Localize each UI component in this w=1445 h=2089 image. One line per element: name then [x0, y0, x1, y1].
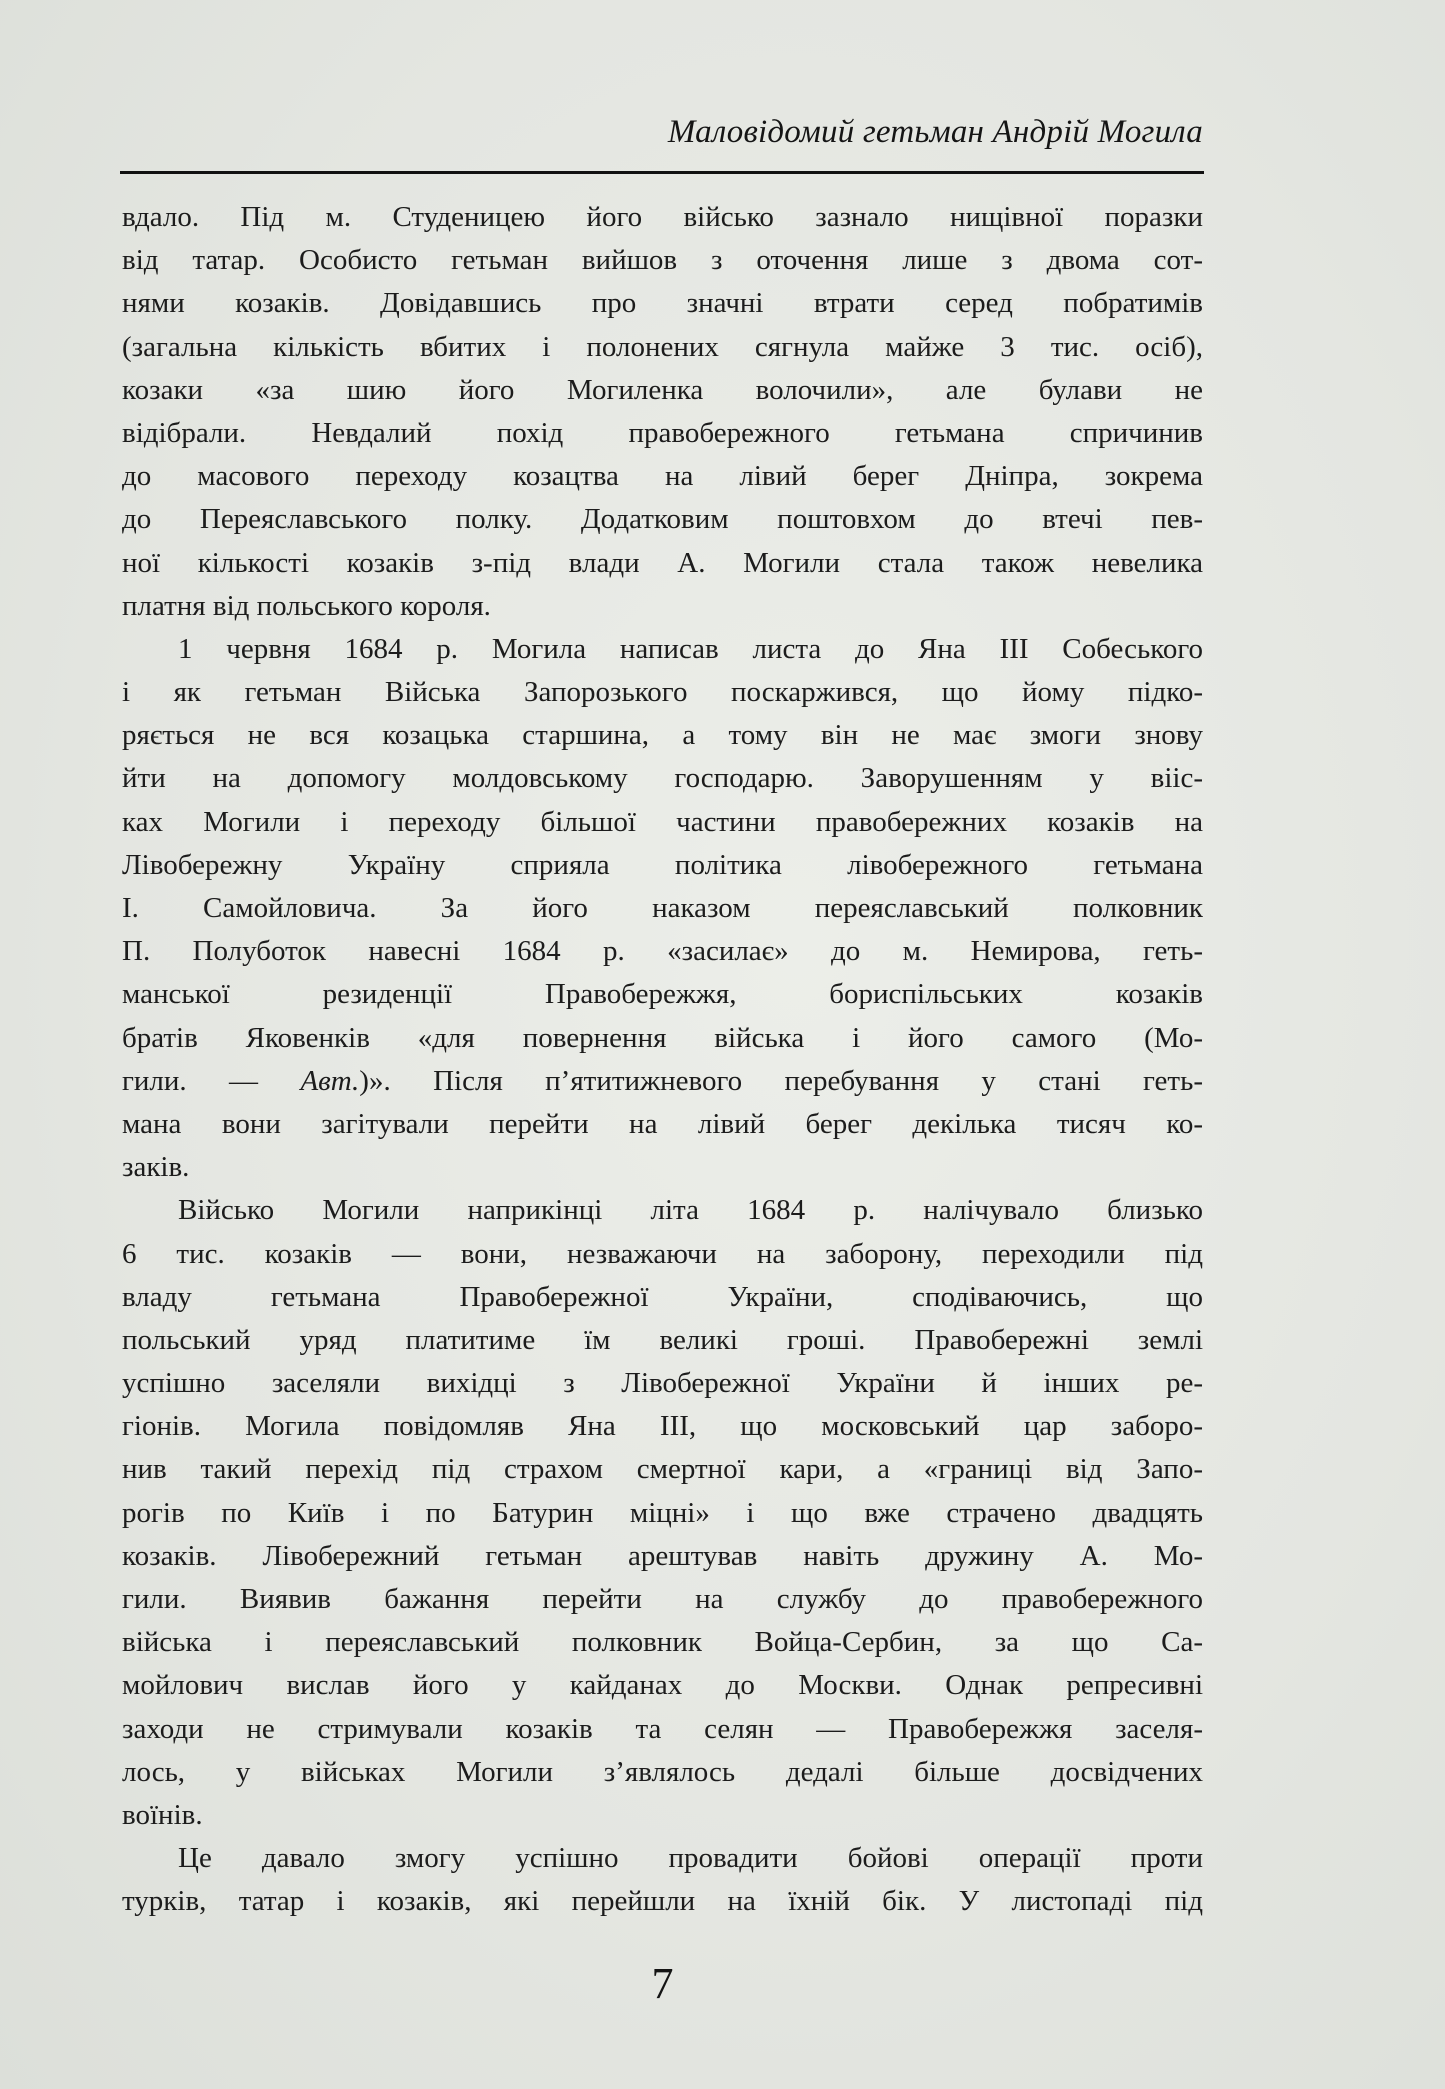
text-line: ної кількості козаків з-під влади А. Могили стала також невелика	[122, 546, 1203, 579]
text-line: ряється не вся козацька старшина, а тому він не має змоги знову	[122, 719, 1203, 752]
text-line: нив такий перехід під страхом смертної кари, а «границі від Запо-	[122, 1453, 1203, 1486]
text-line: від татар. Особисто гетьман вийшов з оточення лише з двома сот-	[122, 244, 1203, 277]
page-number: 7	[651, 1959, 674, 2008]
italic-abbreviation: Авт.	[300, 1064, 360, 1097]
text-line: заходи не стримували козаків та селян — Правобережжя заселя-	[122, 1712, 1203, 1745]
text-line: і як гетьман Війська Запорозького поскаржився, що йому підко-	[122, 676, 1203, 709]
text-line: рогів по Київ і по Батурин міцні» і що вже страчено двадцять	[122, 1496, 1203, 1529]
running-head: Маловідомий гетьман Андрій Могила	[667, 114, 1203, 150]
text-line: відібрали. Невдалий похід правобережного гетьмана спричинив	[122, 416, 1203, 449]
text-line: турків, татар і козаків, які перейшли на їхній бік. У листопаді під	[122, 1885, 1203, 1918]
text-line: козаки «за шию його Могиленка волочили», але булави не	[122, 373, 1203, 406]
text-line: мана вони загітували перейти на лівий берег декілька тисяч ко-	[122, 1107, 1203, 1140]
text-line: Військо Могили наприкінці літа 1684 р. налічувало близько	[178, 1194, 1203, 1227]
text-line: заків.	[122, 1151, 190, 1184]
text-line: до масового переходу козацтва на лівий берег Дніпра, зокрема	[122, 460, 1203, 493]
text-line: йти на допомогу молдовському господарю. Заворушенням у вііс-	[122, 762, 1203, 795]
text-line: нями козаків. Довідавшись про значні втрати серед побратимів	[122, 287, 1203, 320]
text-line: воїнів.	[122, 1798, 203, 1831]
paragraph	[122, 628, 1203, 1189]
text-line: до Переяславського полку. Додатковим поштовхом до втечі пев-	[122, 503, 1203, 536]
paragraph	[122, 1189, 1203, 1837]
text-line: козаків. Лівобережний гетьман арештував навіть дружину А. Мо-	[122, 1539, 1203, 1572]
body-text	[122, 196, 1203, 1924]
text-line: лось, у військах Могили з’являлось дедалі більше досвідчених	[122, 1755, 1203, 1788]
text-line: успішно заселяли вихідці з Лівобережної України й інших ре-	[122, 1367, 1203, 1400]
text-line: гили. — Авт.)». Після п’ятитижневого перебування у стані геть-	[122, 1064, 1203, 1097]
paragraph	[122, 1837, 1203, 1923]
text-line: братів Яковенків «для повернення війська і його самого (Мо-	[122, 1021, 1203, 1054]
text-line: мойлович вислав його у кайданах до Москви. Однак репресивні	[122, 1669, 1203, 1702]
text-line: владу гетьмана Правобережної України, сподіваючись, що	[122, 1280, 1203, 1313]
text-line: вдало. Під м. Студеницею його військо зазнало нищівної поразки	[122, 201, 1203, 233]
paragraph	[122, 196, 1203, 628]
text-line: польський уряд платитиме їм великі гроші. Правобережні землі	[122, 1323, 1203, 1356]
text-line: гіонів. Могила повідомляв Яна III, що московський цар заборо-	[122, 1410, 1203, 1443]
text-line: Це давало змогу успішно провадити бойові операції проти	[178, 1842, 1203, 1875]
text-line: 6 тис. козаків — вони, незважаючи на заборону, переходили під	[122, 1237, 1203, 1270]
text-line: 1 червня 1684 р. Могила написав листа до Яна III Собеського	[178, 632, 1203, 665]
text-line: манської резиденції Правобережжя, бориспільських козаків	[122, 978, 1203, 1011]
text-line: Лівобережну Україну сприяла політика лівобережного гетьмана	[122, 848, 1203, 881]
text-line: (загальна кількість вбитих і полонених сягнула майже 3 тис. осіб),	[122, 330, 1203, 363]
text-line: ках Могили і переходу більшої частини правобережних козаків на	[122, 805, 1203, 838]
text-line: війська і переяславський полковник Войца-Сербин, за що Са-	[122, 1626, 1203, 1659]
text-line: гили. Виявив бажання перейти на службу до правобережного	[122, 1583, 1203, 1615]
text-line: П. Полуботок навесні 1684 р. «засилає» до м. Немирова, геть-	[122, 935, 1203, 968]
text-line: платня від польського короля.	[122, 589, 491, 622]
text-line: І. Самойловича. За його наказом переяславський полковник	[122, 892, 1203, 924]
header-rule	[120, 171, 1204, 174]
